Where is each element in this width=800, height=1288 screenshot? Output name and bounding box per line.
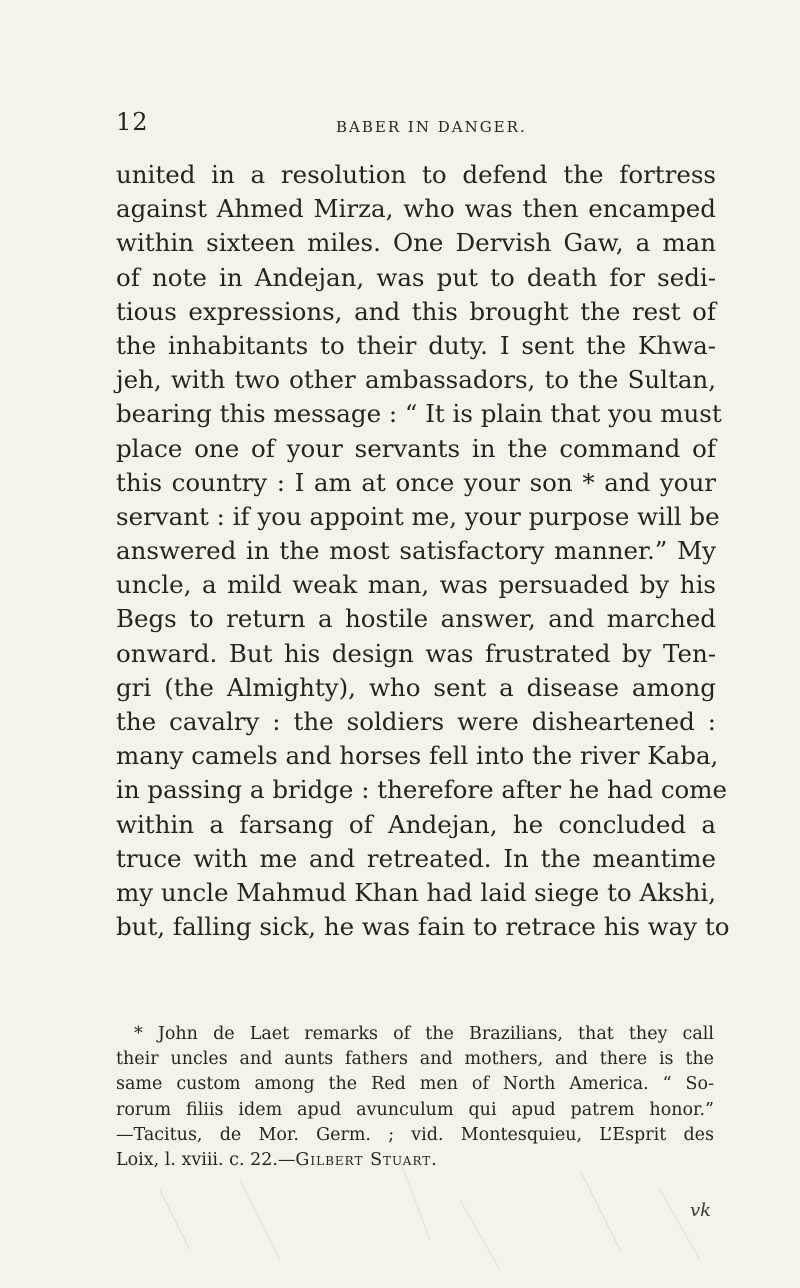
text-line: of note in Andejan, was put to death for sedi- (116, 262, 716, 292)
running-head: BABER IN DANGER. (336, 118, 527, 136)
footnote-author: Gilbert Stuart. (295, 1149, 438, 1170)
text-line: jeh, with two other ambassadors, to the Sultan, (116, 365, 716, 395)
page-header (116, 108, 716, 148)
text-line: within a farsang of Andejan, he concluded a (116, 809, 716, 839)
text-line: but, falling sick, he was fain to retrace his way to (116, 912, 730, 942)
text-line: uncle, a mild weak man, was persuaded by his (116, 570, 716, 600)
text-line: the cavalry : the soldiers were disheartened : (116, 707, 716, 736)
body-text (116, 158, 730, 944)
text-line: against Ahmed Mirza, who was then encamped (116, 194, 716, 224)
footnote-line: —Tacitus, de Mor. Germ. ; vid. Montesquieu, L’Esprit des (116, 1124, 714, 1145)
text-line: tious expressions, and this brought the rest of (116, 296, 716, 326)
text-line: within sixteen miles. One Dervish Gaw, a man (116, 228, 716, 258)
footnote-line: same custom among the Red men of North America. “ So- (116, 1074, 714, 1095)
text-line: bearing this message : “ It is plain that you must (116, 399, 722, 429)
text-line: place one of your servants in the command of (116, 433, 716, 463)
text-line: united in a resolution to defend the fortress (116, 160, 716, 189)
footnote-line: rorum filiis idem apud avunculum qui apud patrem honor.” (116, 1099, 714, 1120)
text-line: servant : if you appoint me, your purpose will be (116, 501, 720, 531)
bleed-through-marks (100, 1150, 750, 1270)
text-line: the inhabitants to their duty. I sent the Khwa- (116, 330, 716, 360)
text-line: gri (the Almighty), who sent a disease among (116, 672, 716, 702)
text-line: my uncle Mahmud Khan had laid siege to Akshi, (116, 877, 716, 907)
text-line: in passing a bridge : therefore after he had come (116, 775, 728, 805)
text-line: onward. But his design was frustrated by Ten- (116, 638, 716, 668)
text-line: Begs to return a hostile answer, and marched (116, 604, 716, 634)
text-line: truce with me and retreated. In the meantime (116, 843, 716, 873)
footnote-line: their uncles and aunts fathers and mothers, and there is the (116, 1049, 714, 1070)
text-line: answered in the most satisfactory manner.” My (116, 536, 716, 566)
text-line: this country : I am at once your son * and your (116, 467, 716, 497)
footnote-citation: Loix, l. xviii. c. 22.— (116, 1149, 296, 1170)
signature-mark: vk (690, 1200, 712, 1221)
page-number: 12 (116, 108, 149, 136)
text-line: many camels and horses fell into the river Kaba, (116, 741, 719, 771)
footnote-line: * John de Laet remarks of the Brazilians, that they call (134, 1024, 714, 1044)
